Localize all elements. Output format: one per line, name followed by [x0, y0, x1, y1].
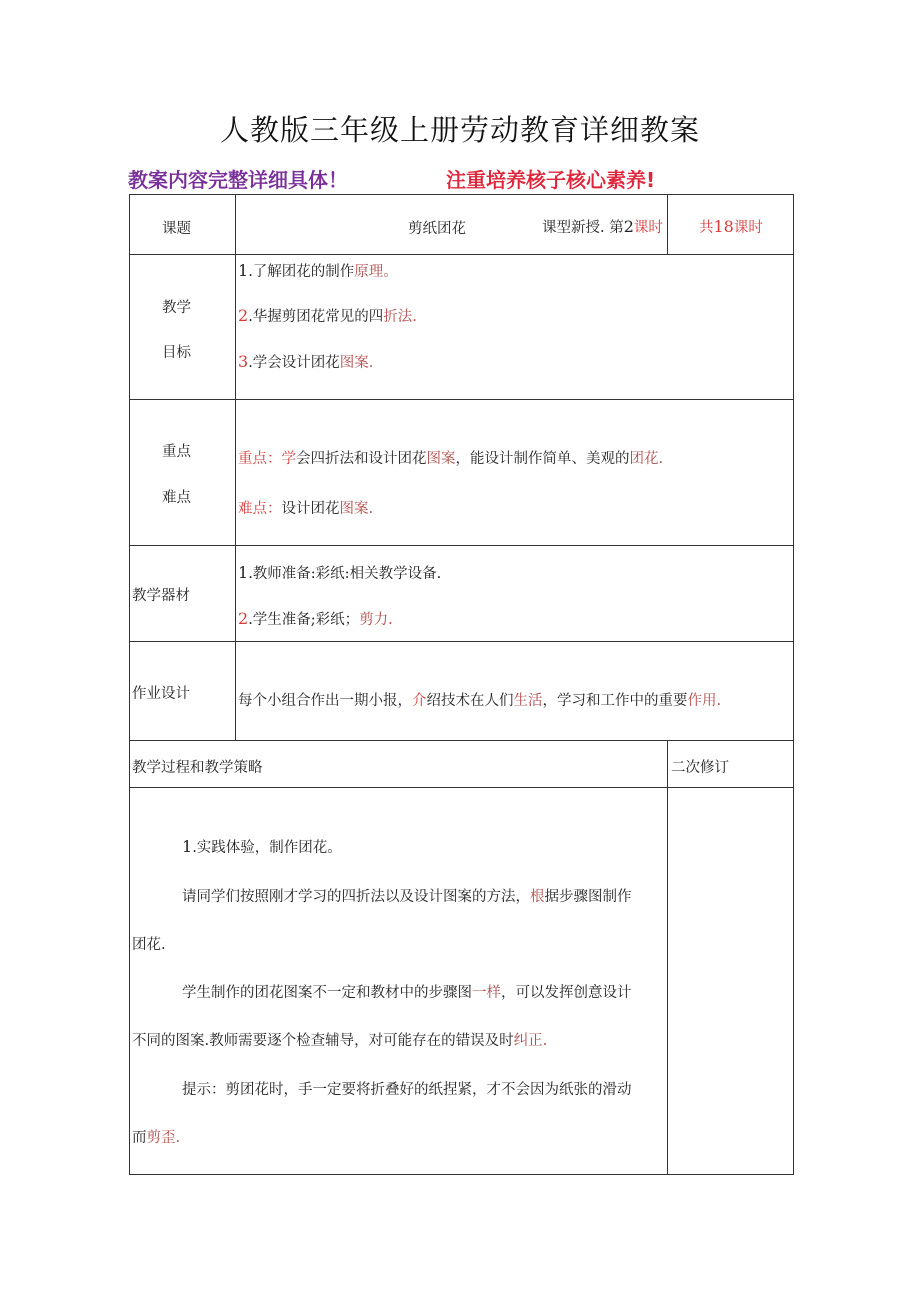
column-divider — [667, 195, 668, 254]
lesson-plan-table — [129, 194, 794, 1175]
materials-teacher: 1.教师准备:彩纸:相关教学设备. — [238, 563, 442, 582]
label-topic: 课题 — [162, 221, 191, 237]
label-revision: 二次修订 — [671, 760, 729, 776]
process-tip: 提示：剪团花时，手一定要将折叠好的纸捏紧，才不会因为纸张的滑动 — [182, 1082, 632, 1098]
process-paragraph: 团花. — [132, 937, 166, 953]
materials-student: 2.学生准备;彩纸；剪力. — [238, 609, 393, 628]
row-divider — [130, 254, 793, 255]
column-divider — [235, 195, 236, 740]
row-divider — [130, 399, 793, 400]
objective-2: 2.华握剪团花常见的四折法. — [238, 306, 417, 325]
label-keypoints-2: 难点 — [162, 490, 191, 506]
total-lessons: 共18课时 — [699, 217, 763, 236]
process-paragraph: 请同学们按照刚才学习的四折法以及设计图案的方法，根据步骤图制作 — [182, 889, 632, 905]
column-divider — [667, 740, 668, 1175]
process-paragraph: 不同的图案.教师需要逐个检查辅导，对可能存在的错误及时纠正. — [132, 1033, 548, 1049]
lesson-type: 课型新授. 第2课时 — [542, 217, 663, 236]
topic-value: 剪纸团花 — [408, 221, 466, 237]
process-paragraph: 学生制作的团花图案不一定和教材中的步骤图一样，可以发挥创意设计 — [182, 985, 632, 1001]
row-divider — [130, 641, 793, 642]
subtitle-left: 教案内容完整详细具体！ — [128, 168, 348, 192]
row-divider — [130, 740, 793, 741]
subtitle-right: 注重培养核子核心素养! — [446, 168, 656, 192]
label-keypoints-1: 重点 — [162, 444, 191, 460]
objective-1: 1.了解团花的制作原理。 — [238, 261, 398, 280]
process-step-1: 1.实践体验，制作团花。 — [182, 837, 342, 856]
process-tip: 而剪歪. — [132, 1130, 181, 1146]
label-objectives-2: 目标 — [162, 345, 191, 361]
page-title: 人教版三年级上册劳动教育详细教案 — [219, 113, 700, 147]
label-homework: 作业设计 — [132, 686, 190, 702]
row-divider — [130, 545, 793, 546]
label-objectives-1: 教学 — [162, 300, 191, 316]
label-materials: 教学器材 — [132, 588, 190, 604]
difficult-point: 难点：设计团花图案. — [238, 501, 374, 517]
objective-3: 3.学会设计团花图案. — [238, 352, 374, 371]
label-process: 教学过程和教学策略 — [132, 760, 263, 776]
homework-text: 每个小组合作出一期小报，介绍技术在人们生活，学习和工作中的重要作用. — [238, 693, 722, 709]
key-point: 重点：学会四折法和设计团花图案，能设计制作简单、美观的团花. — [238, 451, 664, 467]
row-divider — [130, 787, 793, 788]
